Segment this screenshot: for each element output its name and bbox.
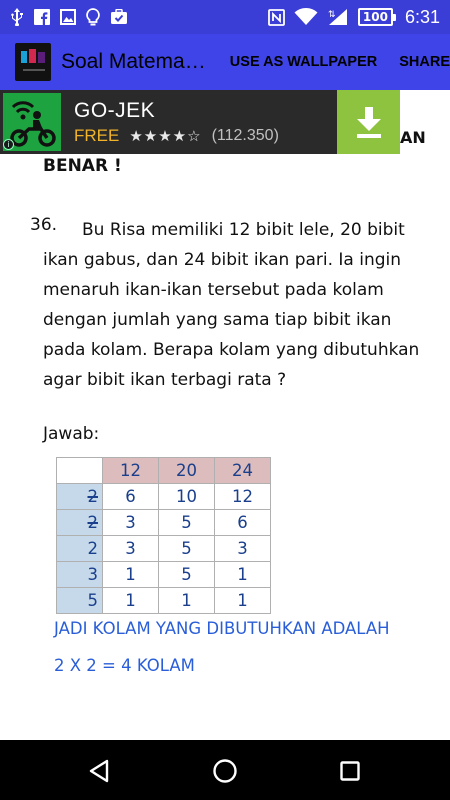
facebook-icon xyxy=(34,9,50,25)
battery-level: 100 xyxy=(358,8,393,26)
table-cell: 6 xyxy=(103,484,159,510)
divisor-cell: 2 xyxy=(57,536,103,562)
app-bar xyxy=(0,34,450,90)
table-cell: 10 xyxy=(159,484,215,510)
ad-review-count: (112.350) xyxy=(211,126,279,144)
divisor-cell: 3 xyxy=(57,562,103,588)
ad-info-icon[interactable]: i xyxy=(3,139,14,150)
ad-app-name: GO-JEK xyxy=(74,98,156,122)
usb-icon xyxy=(10,8,24,26)
recents-icon[interactable] xyxy=(340,761,360,781)
nfc-icon xyxy=(268,9,285,26)
calculation-text: 2 X 2 = 4 KOLAM xyxy=(54,656,195,675)
table-corner-cell xyxy=(57,458,103,484)
lightbulb-icon xyxy=(86,8,100,26)
ad-details xyxy=(74,99,279,146)
instruction-text: BENAR ! xyxy=(43,156,122,176)
factor-table xyxy=(56,457,271,614)
app-title: Soal Matema… xyxy=(60,50,206,73)
share-button[interactable]: SHARE xyxy=(399,54,450,70)
table-cell: 1 xyxy=(159,588,215,614)
table-cell: 5 xyxy=(159,536,215,562)
table-cell: 3 xyxy=(103,510,159,536)
table-header-cell: 12 xyxy=(103,458,159,484)
navigation-bar xyxy=(0,740,450,800)
document-page xyxy=(0,90,450,740)
table-cell: 3 xyxy=(103,536,159,562)
question-number: 36. xyxy=(30,215,58,235)
table-row xyxy=(57,536,271,562)
notification-icons xyxy=(10,8,128,26)
table-row xyxy=(57,562,271,588)
divisor-cell: 5 xyxy=(57,588,103,614)
conclusion-text: JADI KOLAM YANG DIBUTUHKAN ADALAH xyxy=(54,619,390,638)
table-header-cell: 24 xyxy=(215,458,271,484)
table-cell: 1 xyxy=(215,562,271,588)
instruction-text-fragment: AN xyxy=(400,128,426,147)
back-icon[interactable] xyxy=(88,759,110,783)
ad-download-button[interactable] xyxy=(337,90,400,154)
table-cell: 5 xyxy=(159,562,215,588)
use-as-wallpaper-button[interactable]: USE AS WALLPAPER xyxy=(229,54,378,70)
ad-rating-stars: ★★★★☆ xyxy=(129,126,202,145)
app-logo xyxy=(15,43,51,81)
system-status xyxy=(268,7,440,28)
signal-icon xyxy=(327,8,349,26)
divisor-cell: 2 xyxy=(57,510,103,536)
gojek-logo xyxy=(3,93,61,151)
question-text: Bu Risa memiliki 12 bibit lele, 20 bibit ikan gabus, dan 24 bibit ikan pari. Ia ingin menaruh ikan-ikan tersebut pada kolam dengan jumlah yang sama tiap bibit ikan pada kolam. Berapa kolam yang dibutuhkan agar bibit ikan terbagi rata ? xyxy=(43,220,420,390)
svg-text:⇅: ⇅ xyxy=(327,10,336,20)
table-cell: 5 xyxy=(159,510,215,536)
table-row xyxy=(57,510,271,536)
table-cell: 1 xyxy=(215,588,271,614)
table-header-row xyxy=(57,458,271,484)
battery-indicator xyxy=(358,8,396,26)
briefcase-check-icon xyxy=(110,9,128,25)
status-time: 6:31 xyxy=(404,6,440,27)
ad-banner[interactable] xyxy=(0,90,400,154)
table-cell: 12 xyxy=(215,484,271,510)
answer-label: Jawab: xyxy=(43,424,100,444)
table-row xyxy=(57,588,271,614)
home-icon[interactable] xyxy=(212,758,238,784)
status-bar xyxy=(0,0,450,34)
divisor-cell: 2 xyxy=(57,484,103,510)
ad-price: FREE xyxy=(74,125,120,145)
table-cell: 3 xyxy=(215,536,271,562)
wifi-icon xyxy=(294,8,318,26)
table-row xyxy=(57,484,271,510)
download-icon xyxy=(354,105,384,139)
table-cell: 6 xyxy=(215,510,271,536)
table-cell: 1 xyxy=(103,588,159,614)
table-cell: 1 xyxy=(103,562,159,588)
image-icon xyxy=(60,9,76,25)
table-header-cell: 20 xyxy=(159,458,215,484)
